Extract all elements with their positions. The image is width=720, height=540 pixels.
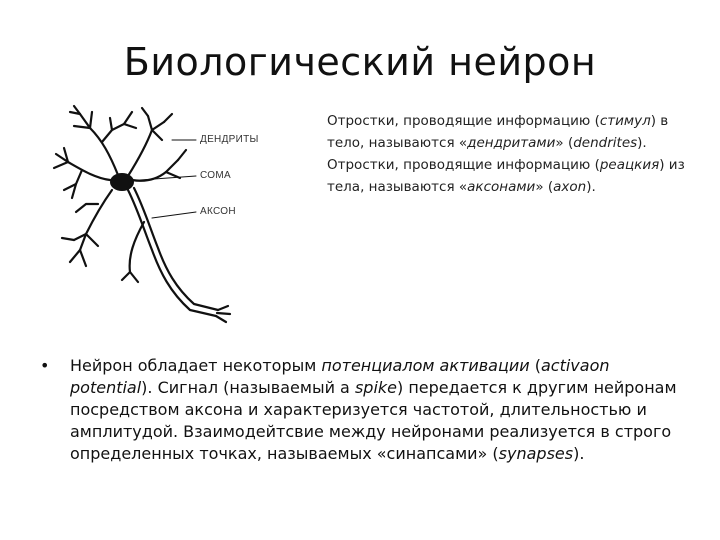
label-soma: СОМА [200, 170, 231, 181]
label-axon: АКСОН [200, 206, 236, 217]
neuron-diagram [40, 100, 290, 325]
side-text-part: » ( [555, 135, 574, 151]
side-text-italic: реацкия [599, 157, 660, 173]
side-text-part: ) из тела, называются « [327, 157, 685, 195]
bullet-text-italic: spike [354, 378, 397, 397]
side-text-italic: axon [553, 179, 587, 195]
bullet-text-part: ). [573, 444, 585, 463]
bullet-text-italic: потенциалом активации [321, 356, 530, 375]
side-text-part: ) в тело, называются « [327, 113, 669, 151]
side-text-italic: дендритами [467, 135, 556, 151]
label-dendrites: ДЕНДРИТЫ [200, 134, 259, 145]
bullet-marker: • [40, 356, 50, 375]
side-text-part: Отростки, проводящие информацию ( [327, 113, 600, 129]
bullet-text-italic: synapses [498, 444, 574, 463]
side-text-italic: аксонами [467, 179, 536, 195]
bullet-text-part: ). Сигнал (называемый а [141, 378, 355, 397]
bullet-text [70, 355, 690, 465]
side-text-part: ). Отростки, проводящие информацию ( [327, 135, 647, 173]
side-text-part: ). [586, 179, 596, 195]
side-text-part: » ( [535, 179, 554, 195]
bullet-item [40, 355, 690, 465]
side-text-italic: стимул [599, 113, 651, 129]
slide-title: Биологический нейрон [123, 40, 597, 84]
bullet-text-part: ( [529, 356, 541, 375]
side-description [327, 110, 687, 198]
bullet-text-part: ) передается к другим нейронам посредством аксона и характеризуется частотой, длительностью и амплитудой. Взаимодейтсвие между нейронами реализуется в строго определенных точках, называемых «синапсами» ( [70, 378, 677, 463]
side-text-italic: dendrites [573, 135, 638, 151]
bullet-text-italic: activaon potential [70, 356, 610, 397]
bullet-text-part: Нейрон обладает некоторым [70, 356, 322, 375]
